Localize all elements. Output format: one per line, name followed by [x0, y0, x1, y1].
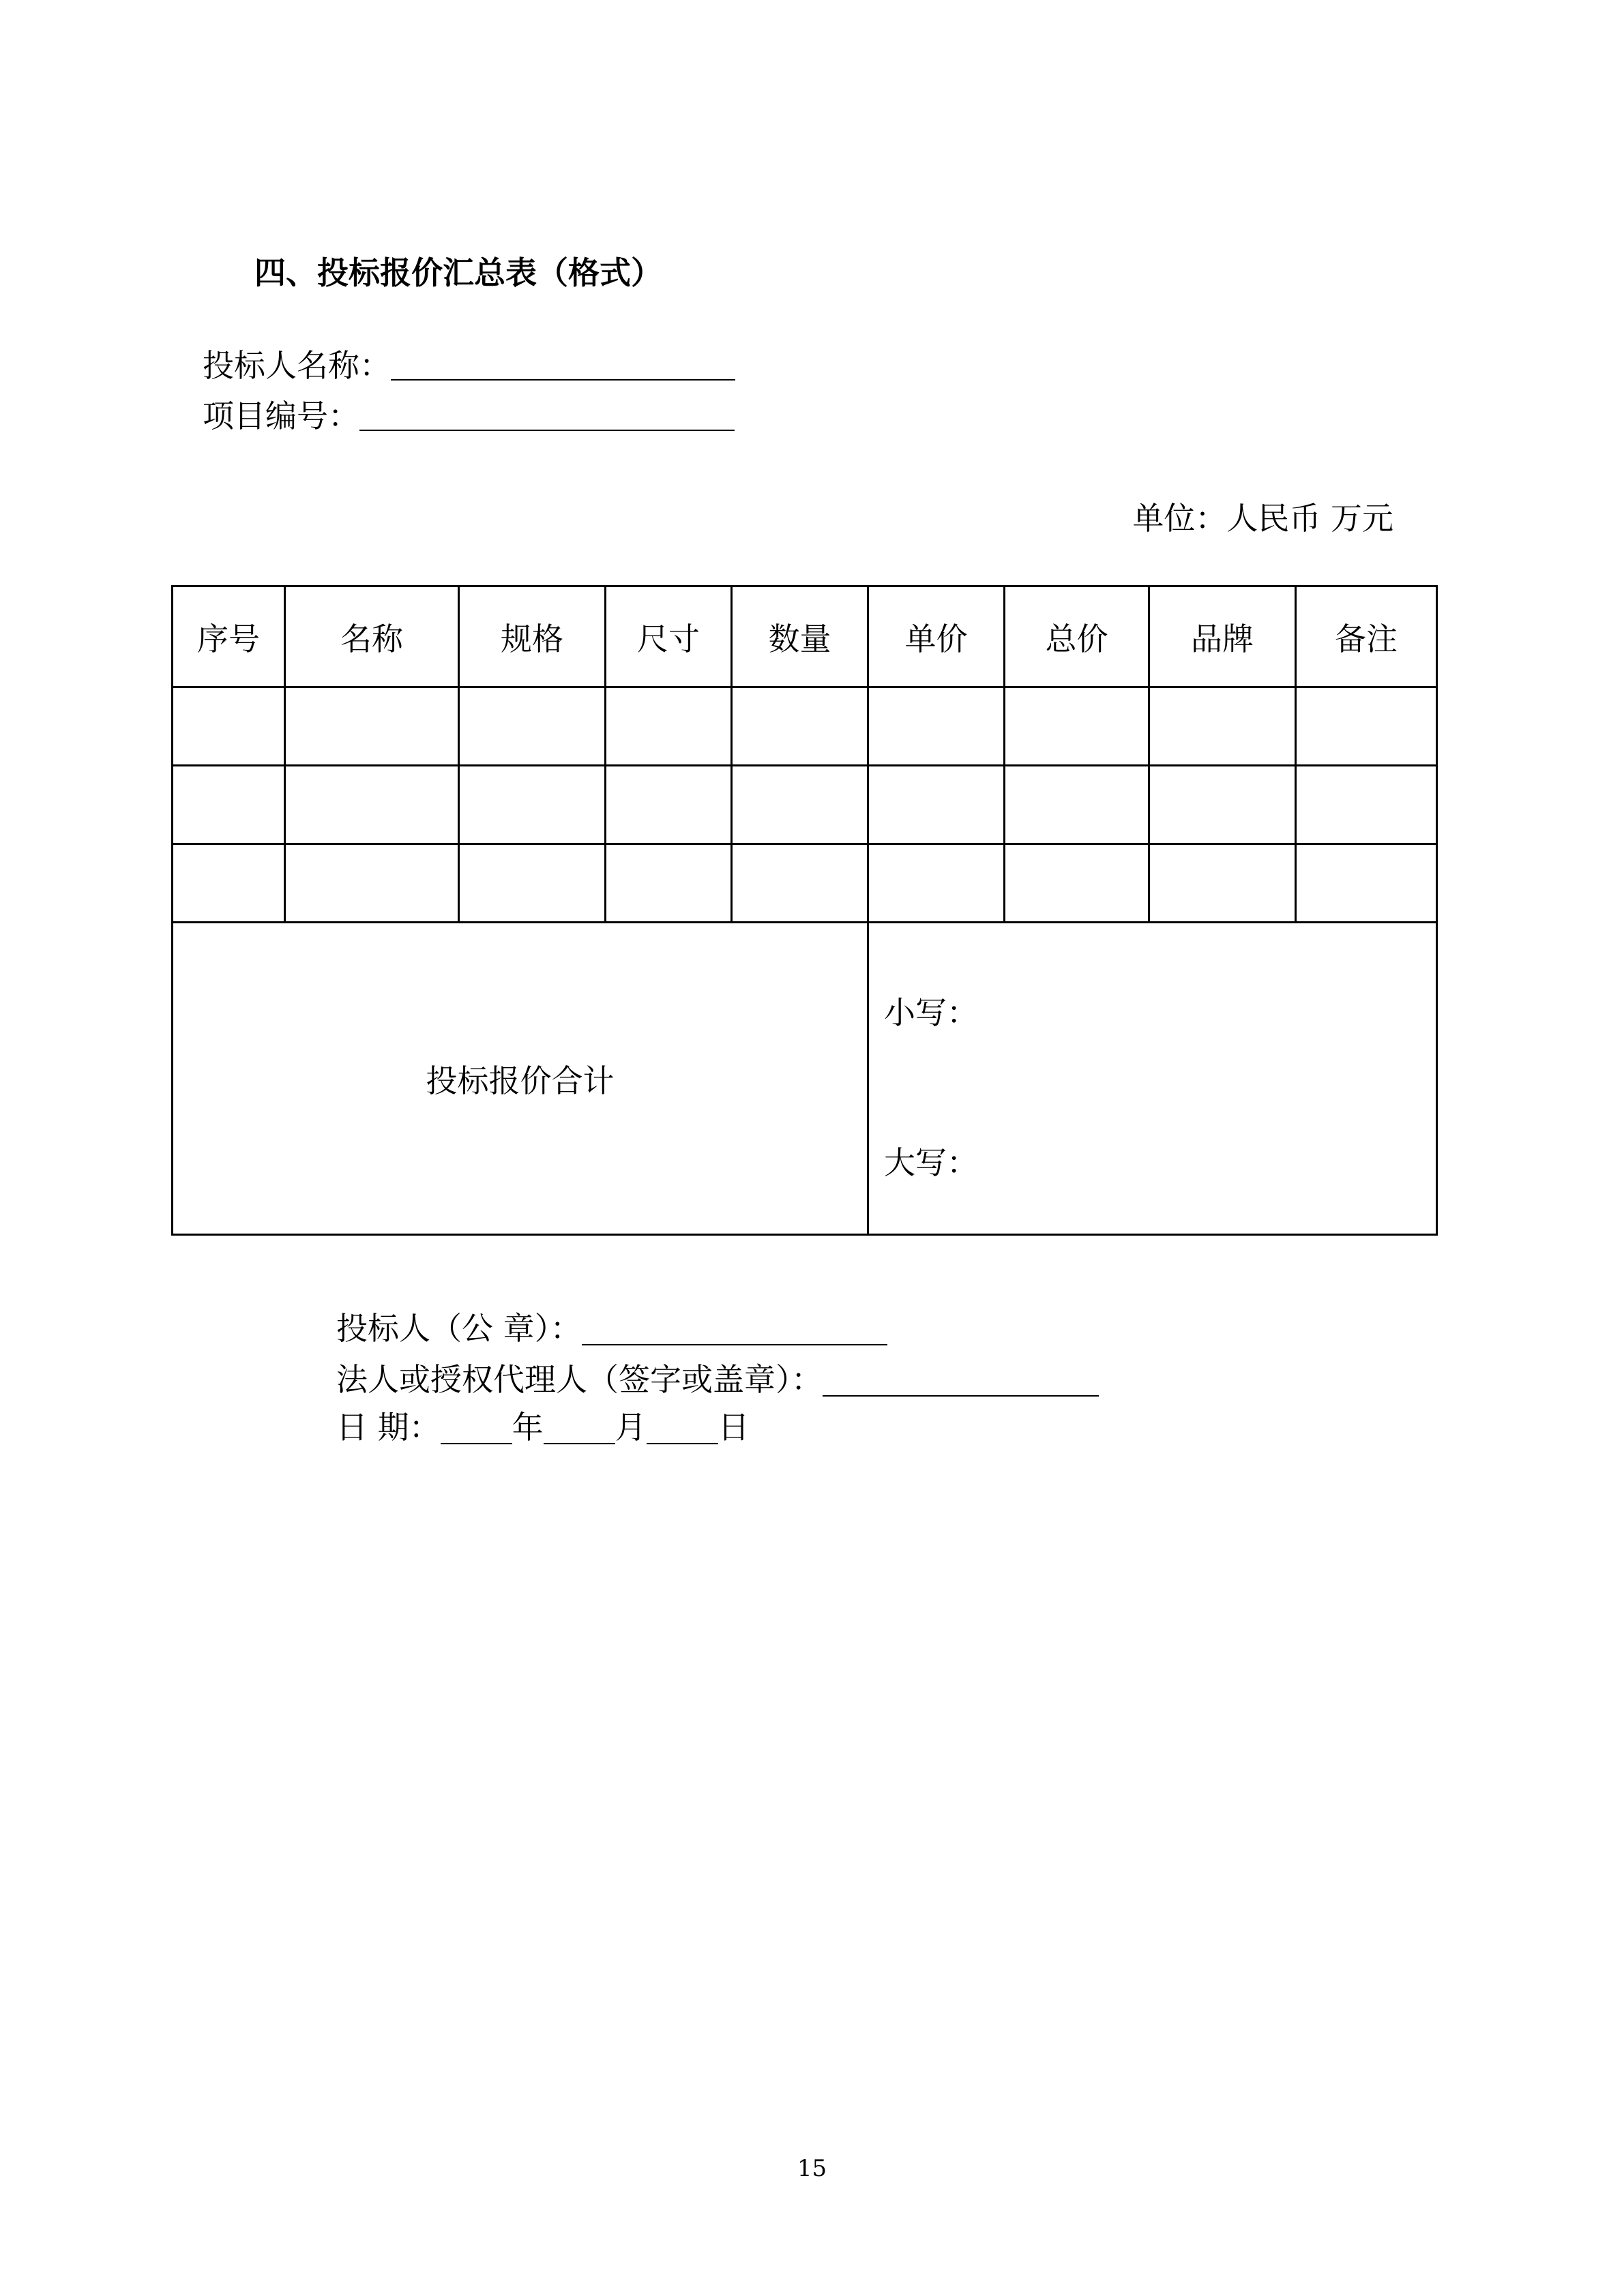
- table-cell[interactable]: [459, 687, 606, 766]
- year-blank[interactable]: [441, 1416, 512, 1444]
- day-blank[interactable]: [647, 1416, 718, 1444]
- table-cell[interactable]: [868, 687, 1005, 766]
- table-cell[interactable]: [1005, 766, 1149, 844]
- table-cell[interactable]: [868, 766, 1005, 844]
- table-cell[interactable]: [1296, 766, 1437, 844]
- header-cell: 总价: [1005, 586, 1149, 687]
- header-cell: 序号: [173, 586, 285, 687]
- table-cell[interactable]: [1005, 687, 1149, 766]
- table-cell[interactable]: [1149, 687, 1296, 766]
- table-cell[interactable]: [1005, 844, 1149, 923]
- total-label: 投标报价合计: [173, 923, 868, 1235]
- project-no-blank[interactable]: [359, 402, 735, 431]
- table-cell[interactable]: [285, 766, 459, 844]
- quote-summary-table: [171, 585, 1438, 1236]
- page-number: 15: [797, 2155, 827, 2182]
- bidder-name-field: [203, 345, 735, 386]
- table-cell[interactable]: [606, 687, 732, 766]
- project-no-label: 项目编号：: [203, 398, 359, 434]
- amount-lower-label: 小写：: [884, 994, 978, 1031]
- table-cell[interactable]: [285, 844, 459, 923]
- date-label: 日 期：: [336, 1409, 441, 1446]
- table-cell[interactable]: [173, 687, 285, 766]
- table-cell[interactable]: [732, 766, 868, 844]
- legal-rep-blank[interactable]: [823, 1368, 1099, 1397]
- table-cell[interactable]: [1149, 844, 1296, 923]
- header-cell: 单价: [868, 586, 1005, 687]
- currency-unit: 单位：人民币 万元: [1132, 500, 1393, 537]
- table-cell[interactable]: [1296, 687, 1437, 766]
- table-cell[interactable]: [459, 844, 606, 923]
- total-amount-cell[interactable]: [868, 923, 1437, 1235]
- table-cell[interactable]: [732, 687, 868, 766]
- legal-rep-label: 法人或授权代理人（签字或盖章）：: [336, 1361, 823, 1398]
- table-cell[interactable]: [732, 844, 868, 923]
- bidder-seal-label: 投标人（公 章）：: [336, 1310, 582, 1347]
- amount-upper-label: 大写：: [884, 1144, 978, 1181]
- header-cell: 规格: [459, 586, 606, 687]
- section-title: 四、投标报价汇总表（格式）: [254, 254, 662, 291]
- table-row: [173, 687, 1437, 766]
- project-no-field: [203, 396, 735, 436]
- total-row: [173, 923, 1437, 1235]
- table-cell[interactable]: [868, 844, 1005, 923]
- date-field: [336, 1405, 750, 1450]
- table-cell[interactable]: [173, 766, 285, 844]
- bidder-name-blank[interactable]: [391, 352, 735, 381]
- bidder-seal-blank[interactable]: [582, 1317, 887, 1345]
- month-blank[interactable]: [544, 1416, 615, 1444]
- bidder-name-label: 投标人名称：: [203, 347, 391, 384]
- table-cell[interactable]: [285, 687, 459, 766]
- header-cell: 名称: [285, 586, 459, 687]
- legal-rep-field: [336, 1357, 1099, 1402]
- header-cell: 尺寸: [606, 586, 732, 687]
- header-cell: 品牌: [1149, 586, 1296, 687]
- year-label: 年: [512, 1409, 544, 1446]
- day-label: 日: [718, 1409, 750, 1446]
- header-cell: 数量: [732, 586, 868, 687]
- header-cell: 备注: [1296, 586, 1437, 687]
- table-cell[interactable]: [1296, 844, 1437, 923]
- table-cell[interactable]: [606, 844, 732, 923]
- table-header-row: [173, 586, 1437, 687]
- table-cell[interactable]: [173, 844, 285, 923]
- month-label: 月: [615, 1409, 647, 1446]
- bidder-seal-field: [336, 1306, 887, 1351]
- table-cell[interactable]: [606, 766, 732, 844]
- table-cell[interactable]: [1149, 766, 1296, 844]
- table-cell[interactable]: [459, 766, 606, 844]
- table-row: [173, 766, 1437, 844]
- table-row: [173, 844, 1437, 923]
